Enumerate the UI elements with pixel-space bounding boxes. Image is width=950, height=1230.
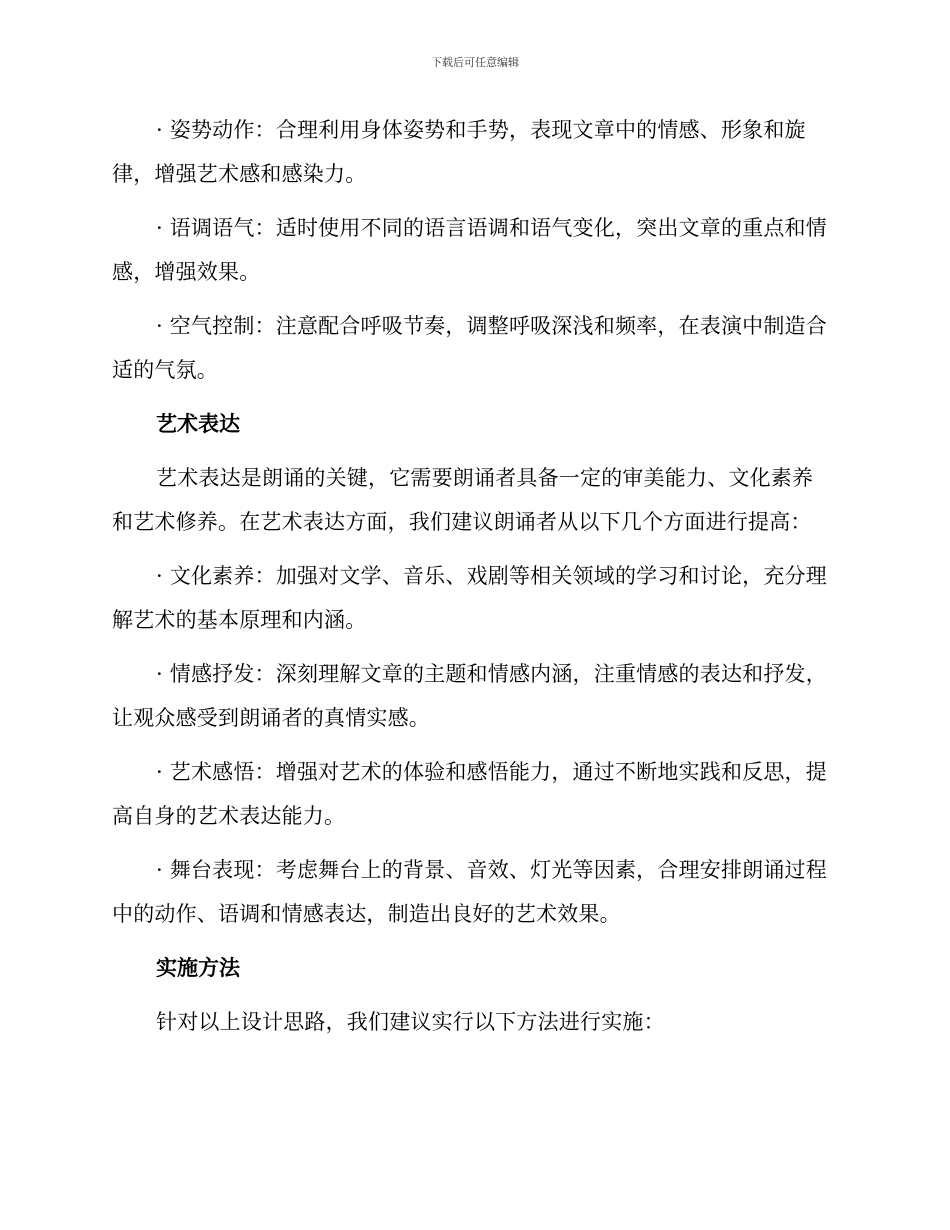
paragraph-artistic-insight: · 艺术感悟：增强对艺术的体验和感悟能力，通过不断地实践和反思，提高自身的艺术表达能力。 [112, 760, 827, 828]
paragraph-intonation: · 语调语气：适时使用不同的语言语调和语气变化，突出文章的重点和情感，增强效果。 [112, 216, 827, 284]
paragraph-stage-performance: · 舞台表现：考虑舞台上的背景、音效、灯光等因素，合理安排朗诵过程中的动作、语调和情感表达，制造出良好的艺术效果。 [112, 858, 827, 926]
page-header-note: 下载后可任意编辑 [431, 56, 519, 69]
paragraph-implementation-intro: 针对以上设计思路，我们建议实行以下方法进行实施： [156, 1010, 665, 1034]
paragraph-breath-control: · 空气控制：注意配合呼吸节奏，调整呼吸深浅和频率，在表演中制造合适的气氛。 [112, 314, 827, 382]
paragraph-emotion-expression: · 情感抒发：深刻理解文章的主题和情感内涵，注重情感的表达和抒发，让观众感受到朗诵者的真情实感。 [112, 662, 827, 730]
paragraph-posture: · 姿势动作：合理利用身体姿势和手势，表现文章中的情感、形象和旋律，增强艺术感和感染力。 [112, 118, 806, 186]
paragraph-artistic-expression-intro: 艺术表达是朗诵的关键，它需要朗诵者具备一定的审美能力、文化素养和艺术修养。在艺术表达方面，我们建议朗诵者从以下几个方面进行提高： [112, 466, 814, 534]
document-body [112, 108, 832, 1044]
section-heading-artistic-expression: 艺术表达 [156, 412, 240, 436]
paragraph-cultural-literacy: · 文化素养：加强对文学、音乐、戏剧等相关领域的学习和讨论，充分理解艺术的基本原理和内涵。 [112, 564, 827, 632]
section-heading-implementation: 实施方法 [156, 956, 240, 980]
